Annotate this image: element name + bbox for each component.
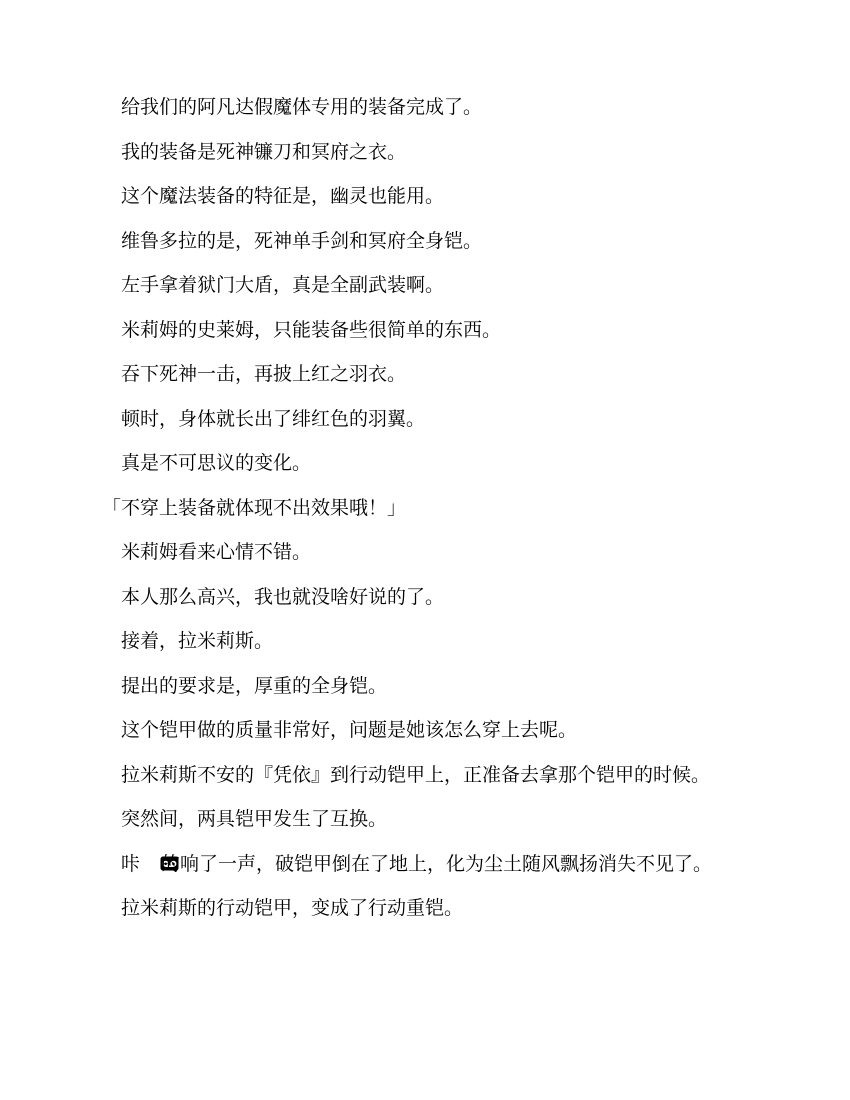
- paragraph: 顿时，身体就长出了绯红色的羽翼。: [121, 407, 426, 430]
- paragraph: 真是不可思议的变化。: [121, 452, 312, 474]
- paragraph: 提出的要求是，厚重的全身铠。: [121, 674, 388, 697]
- paragraph: 吞下死神一击，再披上红之羽衣。: [121, 363, 407, 385]
- paragraph: 突然间，两具铠甲发生了互换。: [121, 808, 388, 830]
- paragraph: 接着，拉米莉斯。: [121, 630, 274, 652]
- paragraph: 给我们的阿凡达假魔体专用的装备完成了。: [121, 96, 483, 118]
- paragraph: 本人那么高兴，我也就没啥好说的了。: [121, 585, 445, 608]
- paragraph: 拉米莉斯的行动铠甲，变成了行动重铠。: [121, 897, 464, 919]
- paragraph: 左手拿着狱门大盾，真是全副武装啊。: [121, 274, 445, 296]
- paragraph: 拉米莉斯不安的『凭依』到行动铠甲上，正准备去拿那个铠甲的时候。: [121, 763, 711, 786]
- paragraph-text-start: 咔: [121, 852, 141, 875]
- body-text: [102, 96, 742, 942]
- paragraph: 这个铠甲做的质量非常好，问题是她该怎么穿上去呢。: [121, 719, 578, 741]
- paragraph-text-end: 的响了一声，破铠甲倒在了地上，化为尘土随风飘扬消失不见了。: [161, 852, 713, 875]
- paragraph: 这个魔法装备的特征是，幽灵也能用。: [121, 185, 445, 207]
- paragraph: 维鲁多拉的是，死神单手剑和冥府全身铠。: [121, 229, 483, 252]
- paragraph: 米莉姆的史莱姆，只能装备些很简单的东西。: [121, 318, 502, 341]
- paragraph: 米莉姆看来心情不错。: [121, 541, 312, 563]
- voicemail-icon: [141, 854, 160, 869]
- paragraph: [102, 853, 742, 875]
- dialogue-paragraph: 「不穿上装备就体现不出效果哦！」: [102, 496, 407, 519]
- paragraph: 我的装备是死神镰刀和冥府之衣。: [121, 140, 407, 163]
